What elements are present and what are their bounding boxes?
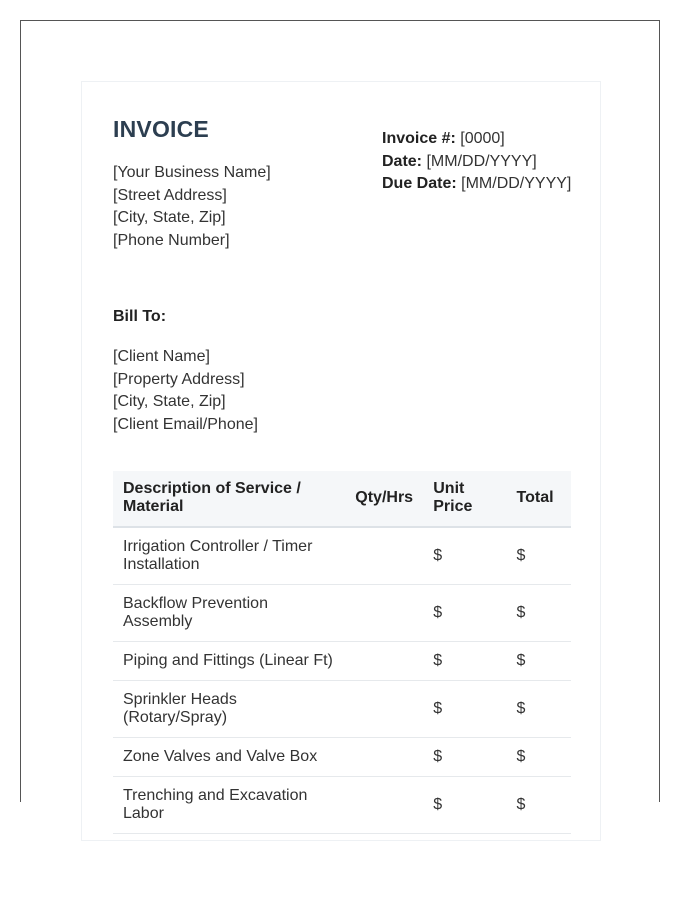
header-description: Description of Service / Material [113,471,345,527]
invoice-card [81,81,601,841]
client-city: [City, State, Zip] [113,393,226,410]
invoice-date-label: Date: [382,152,423,170]
row-unit-price: $ [423,642,506,681]
row-description: Backflow Prevention Assembly [113,585,345,642]
row-total: $ [507,527,571,585]
row-unit-price: $ [423,681,506,738]
line-items-table [113,471,571,834]
row-description: Piping and Fittings (Linear Ft) [113,642,345,681]
invoice-number-line [382,128,571,151]
table-row [113,585,571,642]
invoice-due-date-label: Due Date: [382,175,457,192]
header-qty: Qty/Hrs [345,471,423,527]
invoice-date-line [382,151,571,174]
business-street: [Street Address] [113,186,227,204]
bill-to-label: Bill To: [113,308,167,325]
row-total: $ [507,642,571,681]
table-row [113,681,571,738]
row-qty [345,642,423,681]
client-property-address: [Property Address] [113,370,245,388]
row-description: Zone Valves and Valve Box [113,738,345,777]
row-total: $ [507,738,571,777]
header-unit-price: Unit Price [423,471,506,527]
business-name: [Your Business Name] [113,164,271,181]
invoice-due-date-line [382,173,571,196]
row-qty [345,681,423,738]
row-qty [345,738,423,777]
business-info [113,162,271,252]
invoice-meta [382,128,571,196]
row-unit-price: $ [423,777,506,834]
table-row [113,527,571,585]
client-contact: [Client Email/Phone] [113,415,258,433]
row-unit-price: $ [423,585,506,642]
header-total: Total [507,471,571,527]
row-qty [345,777,423,834]
document-page [20,20,660,822]
business-phone: [Phone Number] [113,231,230,249]
business-city: [City, State, Zip] [113,209,226,226]
table-header-row [113,471,571,527]
client-name: [Client Name] [113,348,210,365]
row-description: Sprinkler Heads (Rotary/Spray) [113,681,345,738]
invoice-title: INVOICE [113,116,209,142]
row-unit-price: $ [423,527,506,585]
row-qty [345,527,423,585]
row-qty [345,585,423,642]
invoice-due-date-value: [MM/DD/YYYY] [461,175,572,192]
invoice-number-label: Invoice #: [382,130,456,147]
row-description: Irrigation Controller / Timer Installation [113,527,345,585]
invoice-number-value: [0000] [460,130,505,147]
client-info [113,346,258,436]
table-row [113,738,571,777]
row-total: $ [507,681,571,738]
table-row [113,777,571,834]
row-description: Trenching and Excavation Labor [113,777,345,834]
row-total: $ [507,585,571,642]
table-row [113,642,571,681]
row-total: $ [507,777,571,834]
invoice-date-value: [MM/DD/YYYY] [426,152,537,170]
row-unit-price: $ [423,738,506,777]
